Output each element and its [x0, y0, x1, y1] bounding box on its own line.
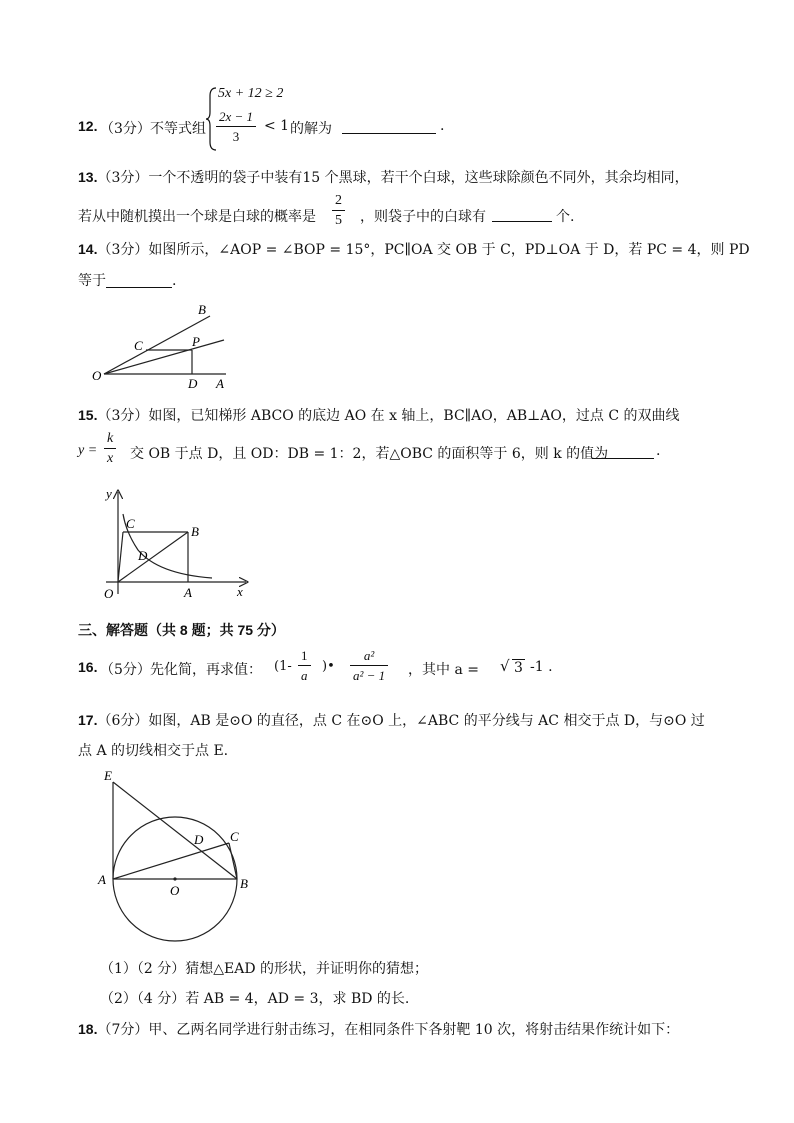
q13-text2a: 若从中随机摸出一个球是白球的概率是	[78, 209, 316, 225]
q12-answer-blank[interactable]	[342, 119, 436, 134]
q16-number: 16.	[78, 659, 98, 675]
q15-seg-ob	[118, 532, 188, 582]
q12-ineq1: 5x + 12 ≥ 2	[218, 86, 284, 101]
q18-number: 18.	[78, 1021, 98, 1037]
q13-frac-den: 5	[335, 213, 342, 228]
q17-sub2: （2）（4 分）若 AB = 4，AD = 3，求 BD 的长.	[100, 991, 410, 1007]
q13-points: （3分）	[97, 170, 149, 186]
q15-end: .	[656, 443, 661, 459]
q16-frac1-num: 1	[298, 647, 311, 666]
q14-line1	[78, 239, 750, 259]
q16-frac2-num: a²	[350, 647, 388, 666]
q13-text1: 一个不透明的袋子中装有15 个黑球，若干个白球，这些球除颜色不同外，其余均相同，	[148, 170, 689, 186]
q16-paren-close: )•	[322, 659, 335, 674]
q12-tail: 的解为	[290, 121, 332, 137]
q18-line1	[78, 1019, 679, 1039]
q15-label-b: B	[191, 524, 199, 539]
q17-seg-eb	[113, 782, 237, 879]
q16-text: 先化简，再求值：	[150, 662, 262, 678]
q13-line1	[78, 167, 689, 187]
q15-label-a: A	[184, 585, 192, 600]
q16-tail: ，其中 a =	[408, 662, 479, 678]
q14-label-o: O	[92, 368, 102, 383]
q16-paren-open: (1-	[274, 659, 292, 674]
q14-text1: 如图所示，∠AOP = ∠BOP = 15°，PC∥OA 交 OB 于 C，PD⊥OA 于 D，若 PC = 4，则 PD	[148, 242, 750, 258]
q16-sqrt-sign: √	[500, 657, 510, 675]
q14-points: （3分）	[97, 242, 149, 258]
q13-text2c: 个.	[556, 209, 575, 225]
q15-number: 15.	[78, 407, 98, 423]
q14-ray-op	[104, 340, 224, 374]
q12-ineq2-rel: < 1	[264, 118, 290, 134]
q13-number: 13.	[78, 169, 98, 185]
q15-seg-oc	[118, 532, 123, 582]
q16-frac2	[350, 647, 388, 686]
q17-label-c: C	[230, 829, 239, 844]
q14-end: .	[172, 273, 177, 289]
q14-number: 14.	[78, 241, 98, 257]
q17-sub1: （1）（2 分）猜想△EAD 的形状，并证明你的猜想；	[100, 961, 429, 977]
q16-points: （5分）	[100, 662, 151, 678]
q16-sqrt-val: 3	[514, 660, 523, 676]
q17-figure	[92, 766, 260, 950]
q12-end: .	[440, 118, 445, 134]
q17-seg-ac	[113, 843, 229, 879]
q16-tail2: -1 .	[530, 659, 553, 675]
q12-number: 12.	[78, 118, 98, 134]
q14-label-b: B	[198, 302, 206, 317]
q17-label-e: E	[104, 768, 112, 783]
q15-answer-blank[interactable]	[592, 444, 654, 459]
q14-label-p: P	[192, 334, 200, 349]
q18-text: 甲、乙两名同学进行射击练习，在相同条件下各射靶 10 次，将射击结果作统计如下：	[148, 1022, 680, 1038]
q12-ineq2-den: 3	[232, 129, 240, 144]
q14-line2	[78, 270, 176, 290]
q15-frac-den: x	[107, 451, 114, 466]
q13-frac-num: 2	[332, 192, 345, 211]
q17-line1	[78, 710, 705, 730]
q15-line1	[78, 405, 680, 425]
q13-fraction	[332, 192, 345, 231]
q17-text2: 点 A 的切线相交于点 E.	[78, 743, 229, 759]
q17-center-dot	[173, 877, 176, 880]
q15-fraction	[104, 430, 116, 469]
q12-lead: 不等式组	[150, 121, 206, 137]
q17-number: 17.	[78, 712, 98, 728]
q17-label-b: B	[240, 876, 248, 891]
q14-label-a: A	[216, 376, 224, 390]
q17-line2	[78, 740, 228, 760]
q15-y-eq: y =	[78, 443, 98, 458]
q15-figure	[96, 484, 256, 604]
q12-ineq2-num: 2x − 1	[216, 108, 256, 127]
q14-figure	[88, 298, 238, 390]
q15-label-c: C	[126, 516, 135, 531]
q12-ineq2-frac	[216, 108, 256, 147]
q15-frac-num: k	[104, 430, 116, 449]
q17-points: （6分）	[97, 713, 149, 729]
q18-points: （7分）	[97, 1022, 149, 1038]
q15-label-d: D	[138, 548, 148, 563]
q15-points: （3分）	[97, 408, 149, 424]
q15-text1: 如图，已知梯形 ABCO 的底边 AO 在 x 轴上，BC∥AO，AB⊥AO，过点 C 的双曲线	[148, 408, 680, 424]
q17-label-d: D	[194, 832, 204, 847]
q16-frac2-den: a² − 1	[353, 668, 386, 683]
q15-text2: 交 OB 于点 D，且 OD：DB = 1：2，若△OBC 的面积等于 6，则 k 的值为	[130, 446, 609, 462]
q17-label-o: O	[170, 883, 180, 898]
q16-frac1-den: a	[301, 668, 308, 683]
q13-answer-blank[interactable]	[492, 207, 552, 222]
q17-label-a: A	[98, 872, 106, 887]
section-3-title: 三、解答题（共 8 题；共 75 分）	[78, 622, 285, 638]
q14-text2: 等于	[78, 273, 106, 289]
q14-answer-blank[interactable]	[106, 273, 172, 288]
q14-label-d: D	[188, 376, 198, 390]
q15-label-x: x	[237, 584, 243, 599]
q17-text1: 如图，AB 是⊙O 的直径，点 C 在⊙O 上，∠ABC 的平分线与 AC 相交于点 D，与⊙O 过	[148, 713, 705, 729]
q16-frac1	[298, 647, 311, 686]
q15-label-o: O	[104, 586, 114, 601]
q13-text2b: ，则袋子中的白球有	[360, 209, 486, 225]
q14-label-c: C	[134, 338, 143, 353]
q15-label-y: y	[106, 486, 112, 501]
q12-points: （3分）	[100, 121, 151, 137]
